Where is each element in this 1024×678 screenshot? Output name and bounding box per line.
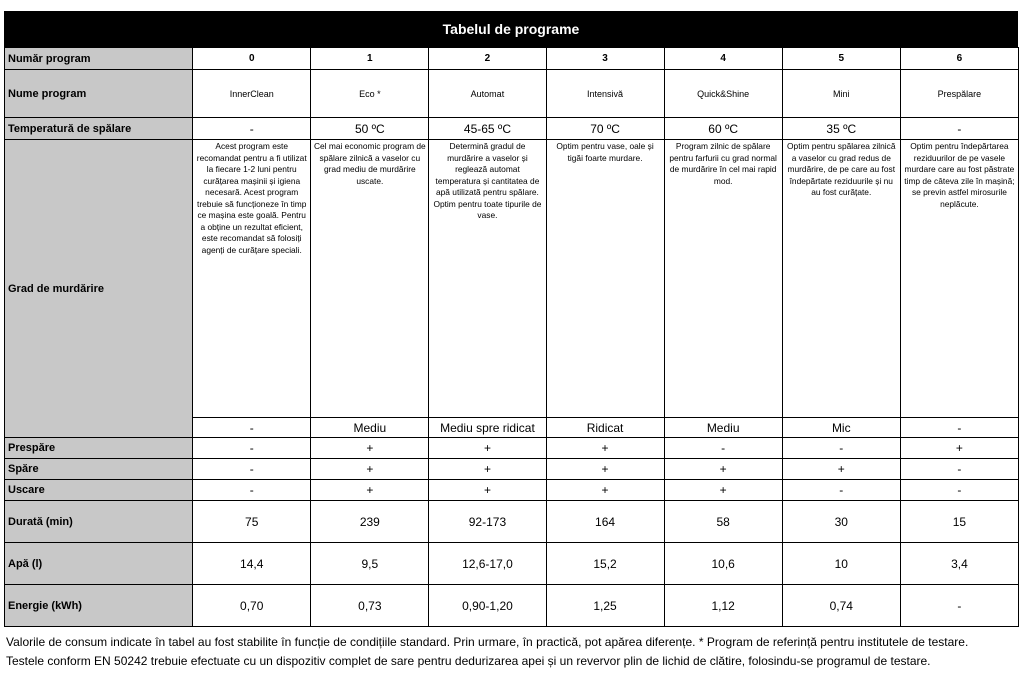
cell-description-program-2: Determină gradul de murdărire a vaselor și reglează automat temperatura și cantitatea de apă utilizată pentru spălare. Optim pentru toate tipurile de vase. — [429, 140, 546, 418]
table-title: Tabelul de programe — [4, 11, 1018, 47]
row-label-drying: Uscare — [5, 480, 193, 501]
cell-energy-program-0: 0,70 — [193, 585, 311, 627]
cell-temperature-program-3: 70 ºC — [546, 118, 664, 140]
cell-soil-program-4: Mediu — [664, 418, 782, 438]
cell-prewash-program-2: + — [429, 438, 546, 459]
cell-energy-program-1: 0,73 — [311, 585, 429, 627]
cell-name-program-2: Automat — [429, 70, 546, 118]
cell-temperature-program-0: - — [193, 118, 311, 140]
cell-description-program-6: Optim pentru îndepărtarea reziduurilor de pe vasele murdare care au fost păstrate timp de câteva zile în mașină; se previn astfel mirosurile neplăcute. — [900, 140, 1018, 418]
row-label-water: Apă (l) — [5, 543, 193, 585]
cell-temperature-program-5: 35 ºC — [782, 118, 900, 140]
cell-duration-program-0: 75 — [193, 501, 311, 543]
cell-water-program-3: 15,2 — [546, 543, 664, 585]
cell-number-program-6: 6 — [900, 48, 1018, 70]
cell-drying-program-0: - — [193, 480, 311, 501]
row-label-prewash: Prespăre — [5, 438, 193, 459]
cell-rinse-program-5: + — [782, 459, 900, 480]
cell-prewash-program-5: - — [782, 438, 900, 459]
cell-temperature-program-6: - — [900, 118, 1018, 140]
footnote-line-1: Valorile de consum indicate în tabel au fost stabilite în funcție de condițiile standard. Prin urmare, în practică, pot apărea diferențe. * Program de referință pentru institutele de testare. — [6, 635, 969, 649]
cell-drying-program-4: + — [664, 480, 782, 501]
cell-description-program-5: Optim pentru spălarea zilnică a vaselor cu grad redus de murdărire, de pe care au fost îndepărtate reziduurile și nu au fost curățate. — [782, 140, 900, 418]
cell-temperature-program-2: 45-65 ºC — [429, 118, 546, 140]
cell-water-program-2: 12,6-17,0 — [429, 543, 546, 585]
row-label-temperature: Temperatură de spălare — [5, 118, 193, 140]
table-row — [5, 543, 1019, 585]
cell-soil-program-0: - — [193, 418, 311, 438]
cell-water-program-6: 3,4 — [900, 543, 1018, 585]
cell-drying-program-5: - — [782, 480, 900, 501]
cell-water-program-1: 9,5 — [311, 543, 429, 585]
cell-temperature-program-4: 60 ºC — [664, 118, 782, 140]
cell-water-program-4: 10,6 — [664, 543, 782, 585]
cell-rinse-program-6: - — [900, 459, 1018, 480]
cell-rinse-program-4: + — [664, 459, 782, 480]
cell-water-program-5: 10 — [782, 543, 900, 585]
table-row — [5, 70, 1019, 118]
cell-soil-program-1: Mediu — [311, 418, 429, 438]
row-label-rinse: Spăre — [5, 459, 193, 480]
cell-soil-program-5: Mic — [782, 418, 900, 438]
cell-name-program-1: Eco * — [311, 70, 429, 118]
cell-number-program-3: 3 — [546, 48, 664, 70]
row-label-energy: Energie (kWh) — [5, 585, 193, 627]
cell-temperature-program-1: 50 ºC — [311, 118, 429, 140]
cell-energy-program-4: 1,12 — [664, 585, 782, 627]
cell-rinse-program-2: + — [429, 459, 546, 480]
table-row — [5, 585, 1019, 627]
cell-prewash-program-4: - — [664, 438, 782, 459]
cell-duration-program-2: 92-173 — [429, 501, 546, 543]
row-label-name: Nume program — [5, 70, 193, 118]
cell-duration-program-5: 30 — [782, 501, 900, 543]
cell-description-program-3: Optim pentru vase, oale și tigăi foarte murdare. — [546, 140, 664, 418]
cell-soil-program-2: Mediu spre ridicat — [429, 418, 546, 438]
cell-prewash-program-1: + — [311, 438, 429, 459]
cell-soil-program-6: - — [900, 418, 1018, 438]
cell-duration-program-1: 239 — [311, 501, 429, 543]
cell-rinse-program-3: + — [546, 459, 664, 480]
cell-energy-program-2: 0,90-1,20 — [429, 585, 546, 627]
cell-number-program-4: 4 — [664, 48, 782, 70]
cell-drying-program-2: + — [429, 480, 546, 501]
footnote-line-2: Testele conform EN 50242 trebuie efectuate cu un dispozitiv complet de sare pentru dedurizarea apei și un revervor plin de lichid de clătire, folosindu-se programul de testare. — [6, 654, 931, 668]
cell-description-program-0: Acest program este recomandat pentru a fi utilizat la fiecare 1-2 luni pentru curățarea mașinii și igiena necesară. Acest program trebuie să funcționeze în timp ce mașina este goală. Pentru a obține un rezultat eficient, este recomandat să folosiți agenți de curățare speciali. — [193, 140, 311, 418]
cell-rinse-program-0: - — [193, 459, 311, 480]
cell-energy-program-5: 0,74 — [782, 585, 900, 627]
cell-name-program-5: Mini — [782, 70, 900, 118]
cell-rinse-program-1: + — [311, 459, 429, 480]
cell-drying-program-3: + — [546, 480, 664, 501]
cell-number-program-1: 1 — [311, 48, 429, 70]
table-row — [5, 501, 1019, 543]
table-row — [5, 480, 1019, 501]
row-label-duration: Durată (min) — [5, 501, 193, 543]
table-row — [5, 438, 1019, 459]
cell-prewash-program-3: + — [546, 438, 664, 459]
cell-prewash-program-0: - — [193, 438, 311, 459]
cell-water-program-0: 14,4 — [193, 543, 311, 585]
cell-energy-program-6: - — [900, 585, 1018, 627]
cell-number-program-0: 0 — [193, 48, 311, 70]
cell-drying-program-6: - — [900, 480, 1018, 501]
footnote — [6, 633, 1018, 671]
cell-soil-program-3: Ridicat — [546, 418, 664, 438]
cell-number-program-2: 2 — [429, 48, 546, 70]
cell-name-program-0: InnerClean — [193, 70, 311, 118]
table-row — [5, 459, 1019, 480]
row-label-number: Număr program — [5, 48, 193, 70]
cell-duration-program-3: 164 — [546, 501, 664, 543]
table-row — [5, 118, 1019, 140]
cell-name-program-3: Intensivă — [546, 70, 664, 118]
cell-energy-program-3: 1,25 — [546, 585, 664, 627]
table-row — [5, 48, 1019, 70]
cell-drying-program-1: + — [311, 480, 429, 501]
cell-number-program-5: 5 — [782, 48, 900, 70]
cell-name-program-6: Prespălare — [900, 70, 1018, 118]
cell-description-program-1: Cel mai economic program de spălare zilnică a vaselor cu grad mediu de murdărire uscate. — [311, 140, 429, 418]
cell-prewash-program-6: + — [900, 438, 1018, 459]
cell-description-program-4: Program zilnic de spălare pentru farfurii cu grad normal de murdărire în cel mai rapid mod. — [664, 140, 782, 418]
cell-duration-program-4: 58 — [664, 501, 782, 543]
cell-name-program-4: Quick&Shine — [664, 70, 782, 118]
table-row — [5, 140, 1019, 418]
row-label-soil: Grad de murdărire — [5, 140, 193, 438]
programs-table — [4, 47, 1019, 627]
cell-duration-program-6: 15 — [900, 501, 1018, 543]
